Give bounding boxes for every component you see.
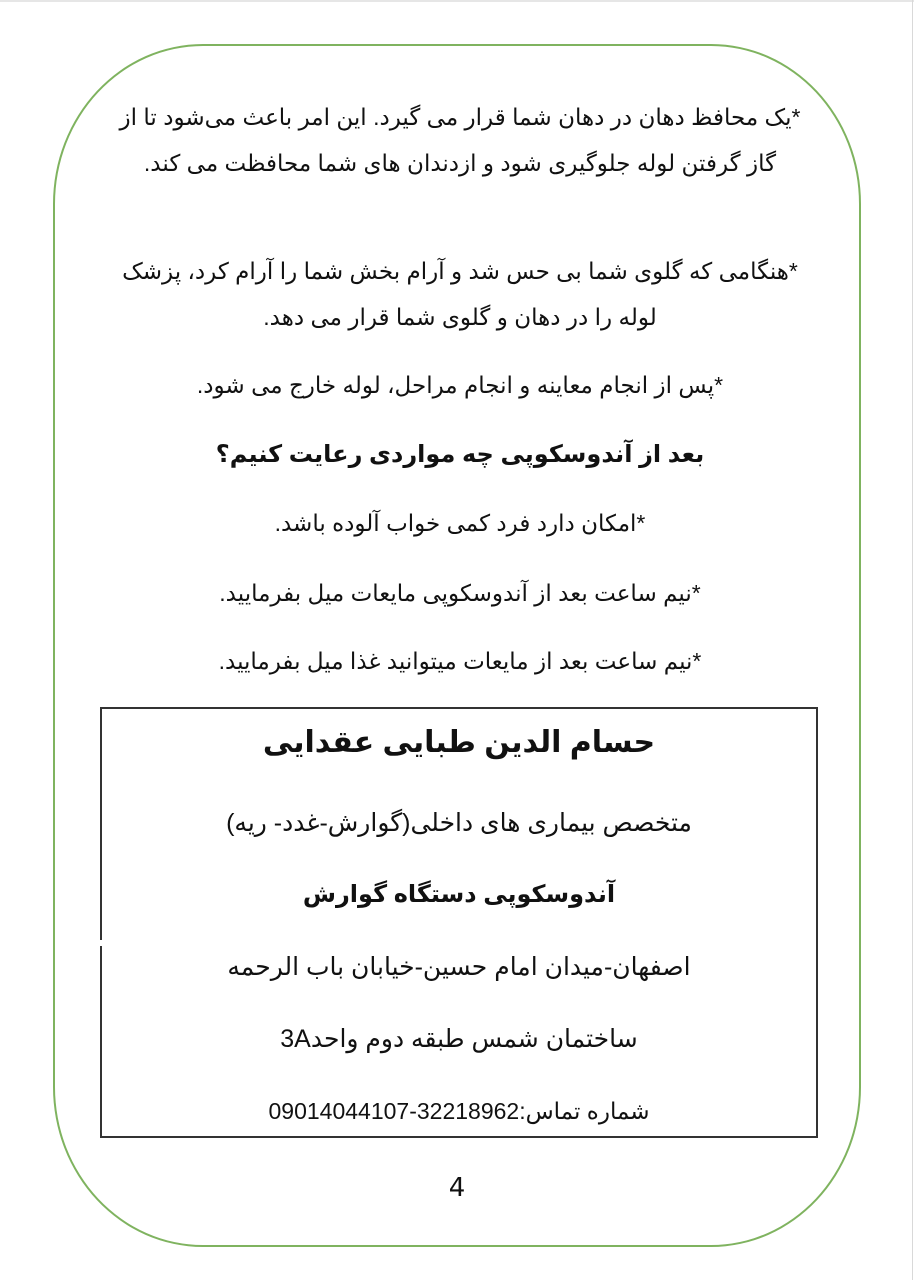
address-line-2: ساختمان شمس طبقه دوم واحد3A <box>280 1025 638 1053</box>
after-item-drowsy: *امکان دارد فرد کمی خواب آلوده باشد. <box>274 510 646 536</box>
box-border-gap <box>99 940 103 946</box>
doctor-specialty: متخصص بیماری های داخلی(گوارش-غدد- ریه) <box>226 809 692 837</box>
phone-number: شماره تماس:32218962-09014044107 <box>268 1098 650 1124</box>
service-title: آندوسکوپی دستگاه گوارش <box>302 881 616 908</box>
paragraph-mouth-guard: *یک محافظ دهان در دهان شما قرار می گیرد. این امر باعث می‌شود تا از گاز گرفتن لوله جلوگیری شود و ازدندان های شما محافظت می کند. <box>119 104 801 176</box>
after-item-food: *نیم ساعت بعد از مایعات میتوانید غذا میل بفرمایید. <box>218 648 702 674</box>
page-right-edge <box>912 0 913 1280</box>
doctor-name: حسام الدین طبایی عقدایی <box>262 726 656 759</box>
contact-box <box>100 707 818 1138</box>
page-top-edge <box>0 0 914 2</box>
after-item-liquids: *نیم ساعت بعد از آندوسکوپی مایعات میل بفرمایید. <box>219 580 701 606</box>
address-line-1: اصفهان-میدان امام حسین-خیابان باب الرحمه <box>227 953 691 981</box>
paragraph-tube-insertion: *هنگامی که گلوی شما بی حس شد و آرام بخش شما را آرام کرد، پزشک لوله را در دهان و گلوی شما قرار می دهد. <box>122 258 798 330</box>
paragraph-tube-removal: *پس از انجام معاینه و انجام مراحل، لوله خارج می شود. <box>196 372 724 398</box>
after-endoscopy-heading: بعد از آندوسکوپی چه مواردی رعایت کنیم؟ <box>215 441 705 468</box>
page-number: 4 <box>448 1173 466 1203</box>
